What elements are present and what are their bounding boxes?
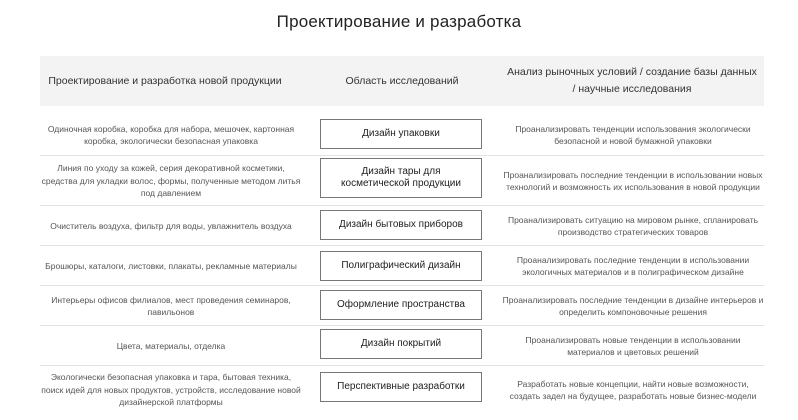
area-button-home-appliances[interactable]: Дизайн бытовых приборов bbox=[320, 210, 482, 240]
table-row bbox=[40, 366, 764, 414]
row-products: Цвета, материалы, отделка bbox=[116, 340, 226, 351]
row-products: Линия по уходу за кожей, серия декоративной косметики, средства для укладки волос, формы, полученные методом литья под давлением bbox=[41, 163, 301, 199]
row-analysis: Проанализировать ситуацию на мировом рынке, спланировать производство стратегических товаров bbox=[507, 214, 759, 237]
row-products: Интерьеры офисов филиалов, мест проведения семинаров, павильонов bbox=[51, 294, 291, 317]
row-analysis: Разработать новые концепции, найти новые возможности, создать задел на будущее, разработать новые бизнес-модели bbox=[509, 378, 757, 401]
area-button-print-design[interactable]: Полиграфический дизайн bbox=[320, 251, 482, 281]
table-row bbox=[40, 206, 764, 246]
row-analysis: Проанализировать последние тенденции в использовании новых технологий и возможность их использования в новой продукции bbox=[503, 169, 763, 192]
row-analysis: Проанализировать последние тенденции в дизайне интерьеров и определить компоновочные решения bbox=[502, 294, 764, 317]
table-header bbox=[40, 56, 764, 106]
area-button-space-design[interactable]: Оформление пространства bbox=[320, 290, 482, 320]
table-row bbox=[40, 326, 764, 366]
row-analysis: Проанализировать тенденции использования экологически безопасной и новой бумажной упаковки bbox=[515, 123, 751, 146]
row-products: Одиночная коробка, коробка для набора, мешочек, картонная коробка, экологически безопасная упаковка bbox=[47, 123, 295, 146]
row-products: Экологически безопасная упаковка и тара, бытовая техника, поиск идей для новых продуктов, устройств, исследование новой дизайнерской платформы bbox=[41, 372, 301, 408]
table-row bbox=[40, 286, 764, 326]
area-button-cosmetic-containers[interactable]: Дизайн тары для косметической продукции bbox=[320, 158, 482, 198]
header-products: Проектирование и разработка новой продукции bbox=[48, 74, 282, 87]
row-analysis: Проанализировать последние тенденции в использовании экологичных материалов и в полиграфическом дизайне bbox=[516, 254, 750, 277]
row-analysis: Проанализировать новые тенденции в использовании материалов и цветовых решений bbox=[525, 334, 741, 357]
table-row bbox=[40, 114, 764, 156]
header-analysis: Анализ рыночных условий / создание базы данных / научные исследования bbox=[507, 66, 757, 95]
header-research-area: Область исследований bbox=[345, 74, 459, 87]
area-button-finish-design[interactable]: Дизайн покрытий bbox=[320, 329, 482, 359]
table-row bbox=[40, 246, 764, 286]
row-products: Очиститель воздуха, фильтр для воды, увлажнитель воздуха bbox=[50, 220, 292, 231]
area-button-advanced-development[interactable]: Перспективные разработки bbox=[320, 372, 482, 402]
row-products: Брошюры, каталоги, листовки, плакаты, рекламные материалы bbox=[45, 260, 297, 271]
page-title: Проектирование и разработка bbox=[276, 12, 522, 31]
area-button-packaging[interactable]: Дизайн упаковки bbox=[320, 119, 482, 149]
table-row bbox=[40, 156, 764, 206]
